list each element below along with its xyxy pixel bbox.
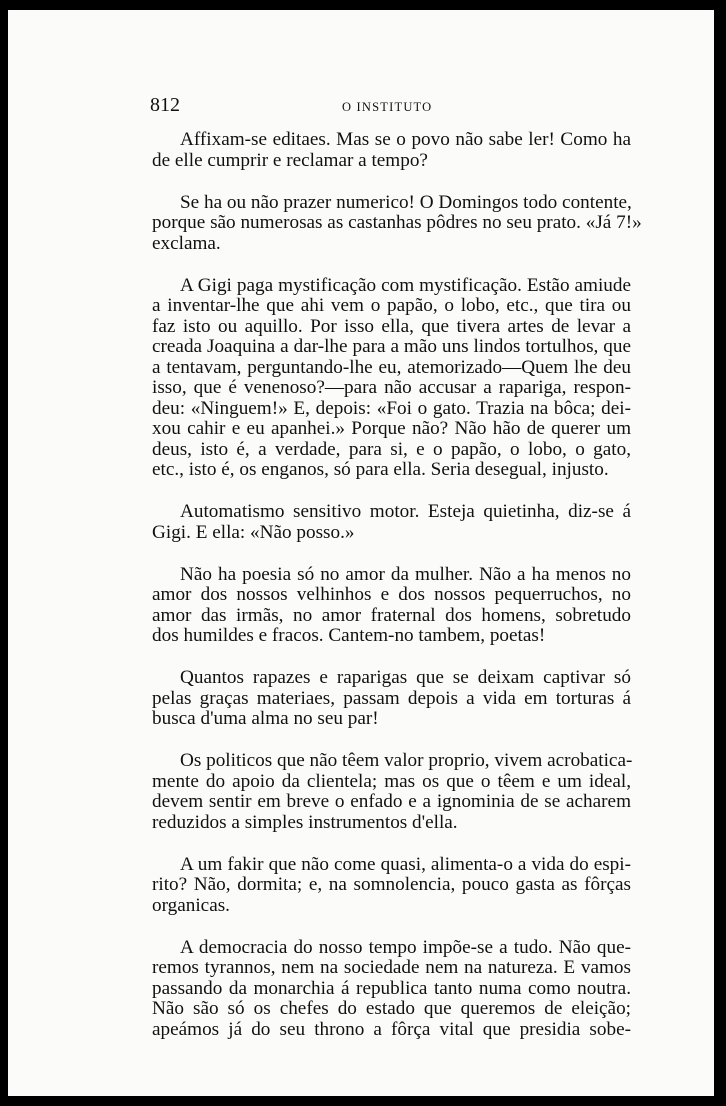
text-line: de elle cumprir e reclamar a tempo? (152, 149, 428, 171)
text-line: busca d'uma alma no seu par! (152, 708, 379, 729)
text-line: apeámos já do seu throno a fôrça vital que presidia sobe- (152, 1018, 631, 1040)
text-line: Não são só os chefes do estado que queremos de eleição; (152, 998, 631, 1019)
paragraph (152, 191, 642, 255)
text-line: amor dos nossos velhinhos e dos nossos pequerruchos, no (152, 584, 631, 605)
paragraph (152, 751, 631, 833)
text-line: A um fakir que não come quasi, alimenta-o a vida do espi- (180, 853, 631, 875)
paragraph (152, 502, 631, 543)
paragraph (152, 938, 631, 1041)
text-line: remos tyrannos, nem na sociedade nem na natureza. E vamos (152, 957, 631, 978)
text-line: passando da monarchia á republica tanto numa como noutra. (152, 977, 631, 999)
text-line: faz isto ou aquillo. Por isso ella, que tivera artes de levar a (152, 315, 631, 337)
paragraph (152, 668, 631, 730)
text-line: A Gigi paga mystificação com mystificação. Estão amiude (180, 274, 631, 296)
paragraph (152, 276, 631, 481)
text-line: creada Joaquina a dar-lhe para a mão uns lindos tortulhos, que (152, 336, 631, 357)
text-line: Se ha ou não prazer numerico! O Domingos todo contente, (180, 191, 632, 213)
text-line: isso, que é venenoso?—para não accusar a rapariga, respon- (152, 377, 631, 398)
running-title: O INSTITUTO (342, 100, 433, 114)
text-line: a tentavam, perguntando-lhe eu, atemorizado—Quem lhe deu (152, 356, 631, 378)
text-line: Não ha poesia só no amor da mulher. Não a ha menos no (180, 563, 631, 585)
text-line: Os politicos que não têem valor proprio, vivem acrobatica- (180, 750, 633, 771)
paragraph (152, 855, 631, 917)
paragraph (152, 130, 631, 171)
text-line: deu: «Ninguem!» E, depois: «Foi o gato. Trazia na bôca; dei- (152, 397, 631, 419)
text-line: organicas. (152, 894, 230, 916)
text-line: reduzidos a simples instrumentos d'ella. (152, 811, 458, 833)
text-line: devem sentir em breve o enfado e a ignominia de se acharem (152, 791, 631, 812)
body-text (152, 129, 642, 1040)
text-line: Gigi. E ella: «Não posso.» (152, 521, 355, 543)
text-line: etc., isto é, os enganos, só para ella. Seria desegual, injusto. (152, 459, 609, 480)
book-page (8, 10, 714, 1096)
text-line: a inventar-lhe que ahi vem o papão, o lobo, etc., que tira ou (152, 295, 631, 316)
text-line: deus, isto é, a verdade, para si, e o papão, o lobo, o gato, (152, 438, 631, 460)
text-line: rito? Não, dormita; e, na somnolencia, pouco gasta as fôrças (152, 874, 631, 895)
text-line: xou cahir e eu apanhei.» Porque não? Não hão de querer um (152, 418, 631, 439)
text-line: mente do apoio da clientela; mas os que o têem e um ideal, (152, 770, 631, 792)
text-line: dos humildes e fracos. Cantem-no tambem, poetas! (152, 625, 546, 646)
paragraph (152, 565, 631, 647)
text-line: Automatismo sensitivo motor. Esteja quietinha, diz-se á (180, 501, 631, 522)
text-line: Affixam-se editaes. Mas se o povo não sabe ler! Como ha (180, 129, 631, 150)
text-line: pelas graças materiaes, passam depois a vida em torturas á (152, 687, 631, 709)
page-number: 812 (150, 94, 180, 116)
text-line: exclama. (152, 232, 221, 254)
text-line: Quantos rapazes e raparigas que se deixam captivar só (180, 667, 631, 688)
text-line: porque são numerosas as castanhas pôdres no seu prato. «Já 7!» (152, 212, 642, 233)
text-line: A democracia do nosso tempo impõe-se a tudo. Não que- (180, 936, 631, 958)
page-header (8, 94, 714, 118)
text-line: amor das irmãs, no amor fraternal dos homens, sobretudo (152, 604, 631, 626)
